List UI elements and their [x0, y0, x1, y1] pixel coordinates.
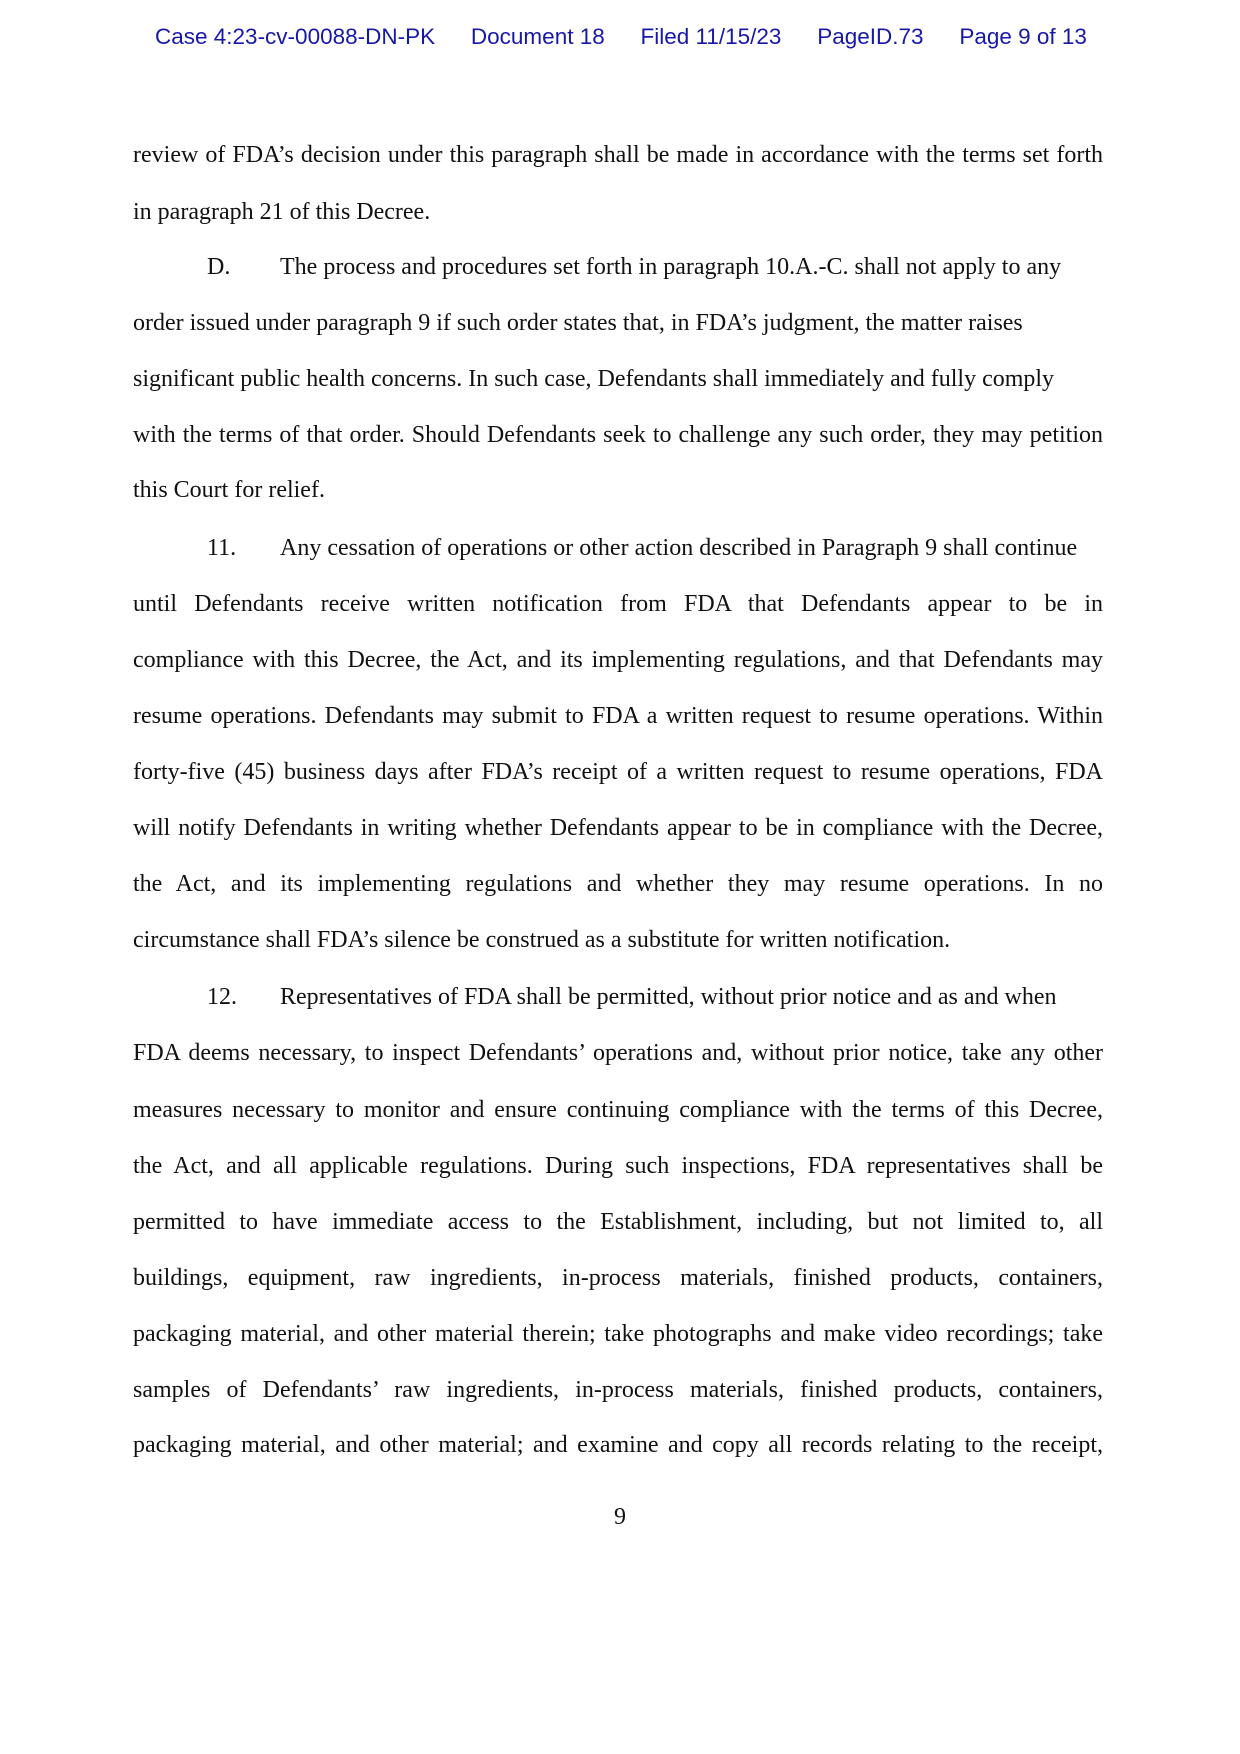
paragraph-marker-11: 11. [207, 535, 237, 561]
body-line: Any cessation of operations or other action described in Paragraph 9 shall continue [280, 535, 1078, 561]
body-line: compliance with this Decree, the Act, and its implementing regulations, and that Defendants may [133, 647, 1103, 673]
document-number: Document 18 [470, 24, 605, 49]
body-line: order issued under paragraph 9 if such order states that, in FDA’s judgment, the matter raises [133, 310, 1023, 336]
paragraph-marker-d: D. [207, 254, 231, 280]
case-header [155, 24, 1087, 50]
body-line: The process and procedures set forth in paragraph 10.A.-C. shall not apply to any [280, 254, 1062, 280]
body-line: permitted to have immediate access to the Establishment, including, but not limited to, all [133, 1209, 1103, 1235]
body-line: forty-five (45) business days after FDA’s receipt of a written request to resume operations, FDA [133, 759, 1103, 785]
body-line: resume operations. Defendants may submit to FDA a written request to resume operations. Within [133, 703, 1103, 729]
body-line: until Defendants receive written notification from FDA that Defendants appear to be in [133, 591, 1103, 617]
filed-date: Filed 11/15/23 [640, 24, 782, 49]
body-line: this Court for relief. [133, 477, 325, 503]
paragraph-d-start [133, 253, 1103, 281]
body-line: packaging material, and other material; and examine and copy all records relating to the receipt, [133, 1432, 1103, 1458]
body-line: in paragraph 21 of this Decree. [133, 199, 431, 225]
case-number: Case 4:23-cv-00088-DN-PK [155, 24, 436, 49]
body-line: the Act, and all applicable regulations. During such inspections, FDA representatives shall be [133, 1153, 1103, 1179]
page-id: PageID.73 [817, 24, 924, 49]
paragraph-12-start [133, 983, 1103, 1011]
paragraph-marker-12: 12. [207, 984, 237, 1010]
body-line: circumstance shall FDA’s silence be construed as a substitute for written notification. [133, 927, 951, 953]
body-line: review of FDA’s decision under this paragraph shall be made in accordance with the terms set forth [133, 142, 1103, 168]
body-line: will notify Defendants in writing whether Defendants appear to be in compliance with the Decree, [133, 815, 1103, 841]
body-line: buildings, equipment, raw ingredients, in-process materials, finished products, containers, [133, 1265, 1103, 1291]
body-line: measures necessary to monitor and ensure continuing compliance with the terms of this Decree, [133, 1097, 1103, 1123]
body-line: the Act, and its implementing regulations and whether they may resume operations. In no [133, 871, 1103, 897]
body-line: FDA deems necessary, to inspect Defendants’ operations and, without prior notice, take any other [133, 1040, 1103, 1066]
body-line: significant public health concerns. In such case, Defendants shall immediately and fully comply [133, 366, 1055, 392]
body-line: Representatives of FDA shall be permitted, without prior notice and as and when [280, 984, 1057, 1010]
page-number: 9 [614, 1504, 626, 1530]
paragraph-11-start [133, 534, 1103, 562]
body-line: with the terms of that order. Should Defendants seek to challenge any such order, they may petition [133, 422, 1103, 448]
page-of-total: Page 9 of 13 [959, 24, 1087, 49]
body-line: packaging material, and other material therein; take photographs and make video recordings; take [133, 1321, 1103, 1347]
body-line: samples of Defendants’ raw ingredients, in-process materials, finished products, containers, [133, 1377, 1103, 1403]
